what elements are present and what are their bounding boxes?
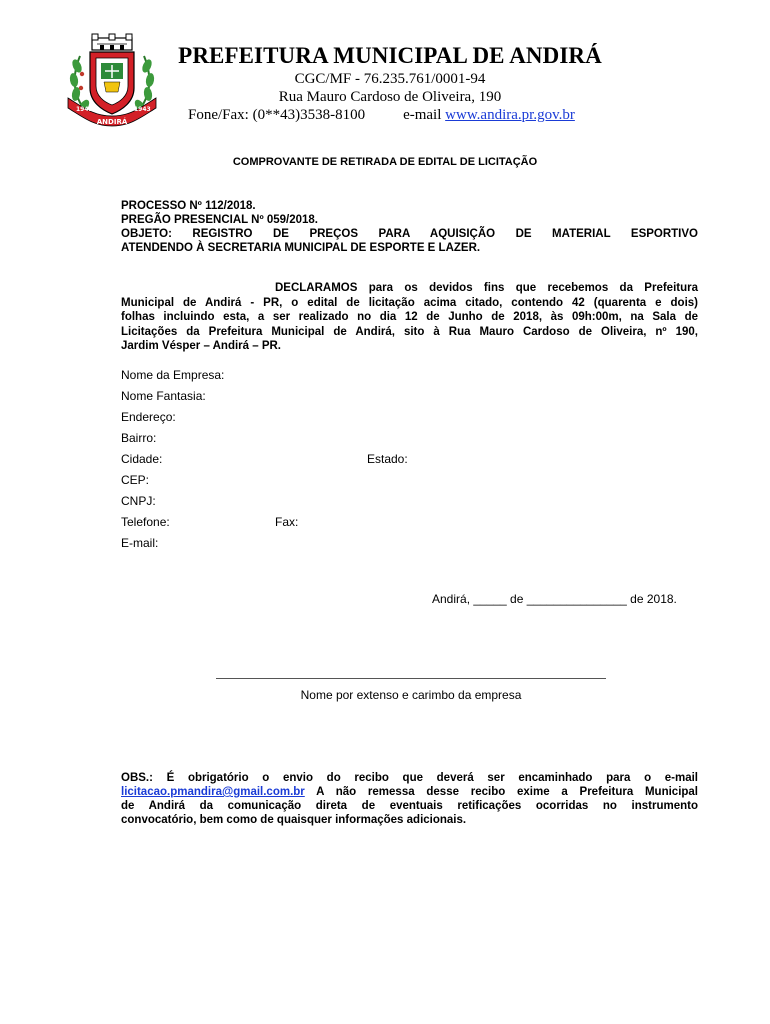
field-nome-fantasia: Nome Fantasia: [121,389,206,403]
field-estado: Estado: [367,452,408,466]
objeto-line-2: ATENDENDO À SECRETARIA MUNICIPAL DE ESPORTE E LAZER. [121,242,481,254]
declaration-line-2: Municipal de Andirá - PR, o edital de licitação acima citado, contendo 42 (quarenta e dois) [121,297,698,309]
address-line: Rua Mauro Cardoso de Oliveira, 190 [278,89,502,105]
contact-line [188,107,575,124]
obs-line-4: convocatório, bem como de quaisquer informações adicionais. [121,814,467,826]
objeto-line-1: OBJETO: REGISTRO DE PREÇOS PARA AQUISIÇÃO DE MATERIAL ESPORTIVO [121,228,698,240]
processo-line: PROCESSO Nº 112/2018. [121,200,256,212]
field-cnpj: CNPJ: [121,494,156,508]
declaration-line-5: Jardim Vésper – Andirá – PR. [121,340,282,352]
crown-icon [92,34,132,50]
cgc-line: CGC/MF - 76.235.761/0001-94 [294,71,486,87]
crest-year-left: 1943 [76,106,93,113]
field-telefone: Telefone: [121,515,170,529]
municipal-crest-logo [64,32,160,130]
signature-line [216,678,606,679]
crest-year-right: 1943 [134,106,151,113]
field-email: E-mail: [121,536,159,550]
obs-email-link[interactable]: licitacao.pmandira@gmail.com.br [121,786,305,798]
obs-line-1: OBS.: É obrigatório o envio do recibo que deverá ser encaminhado para o e-mail [121,772,698,784]
crest-banner-text: ANDIRÁ [96,118,128,126]
phone-text: Fone/Fax: (0**43)3538-8100 [188,107,366,123]
field-endereco: Endereço: [121,410,176,424]
website-link[interactable]: www.andira.pr.gov.br [445,107,575,123]
municipality-title: PREFEITURA MUNICIPAL DE ANDIRÁ [178,43,602,68]
date-line: Andirá, _____ de _______________ de 2018. [432,592,677,606]
field-bairro: Bairro: [121,431,157,445]
obs-line-3: de Andirá da comunicação direta de eventuais retificações ocorridas no instrumento [121,800,698,812]
email-label: e-mail [403,107,446,123]
pregao-line: PREGÃO PRESENCIAL Nº 059/2018. [121,214,319,226]
field-fax: Fax: [275,515,299,529]
obs-line-2-text: A não remessa desse recibo exime a Prefeitura Municipal [304,786,698,798]
declaration-line-3: folhas incluindo esta, a ser realizado no dia 12 de Junho de 2018, às 09h:00m, na Sala de [121,311,698,323]
declaration-line-1: DECLARAMOS para os devidos fins que recebemos da Prefeitura [275,282,698,294]
field-cep: CEP: [121,473,150,487]
obs-line-2 [121,786,698,798]
document-title: COMPROVANTE DE RETIRADA DE EDITAL DE LICITAÇÃO [232,156,538,168]
field-cidade: Cidade: [121,452,163,466]
signature-label: Nome por extenso e carimbo da empresa [300,688,522,702]
field-nome-empresa: Nome da Empresa: [121,368,225,382]
shield-icon [90,52,134,114]
declaration-line-4: Licitações da Prefeitura Municipal de Andirá, sito à Rua Mauro Cardoso de Oliveira, nº 190, [121,326,698,338]
